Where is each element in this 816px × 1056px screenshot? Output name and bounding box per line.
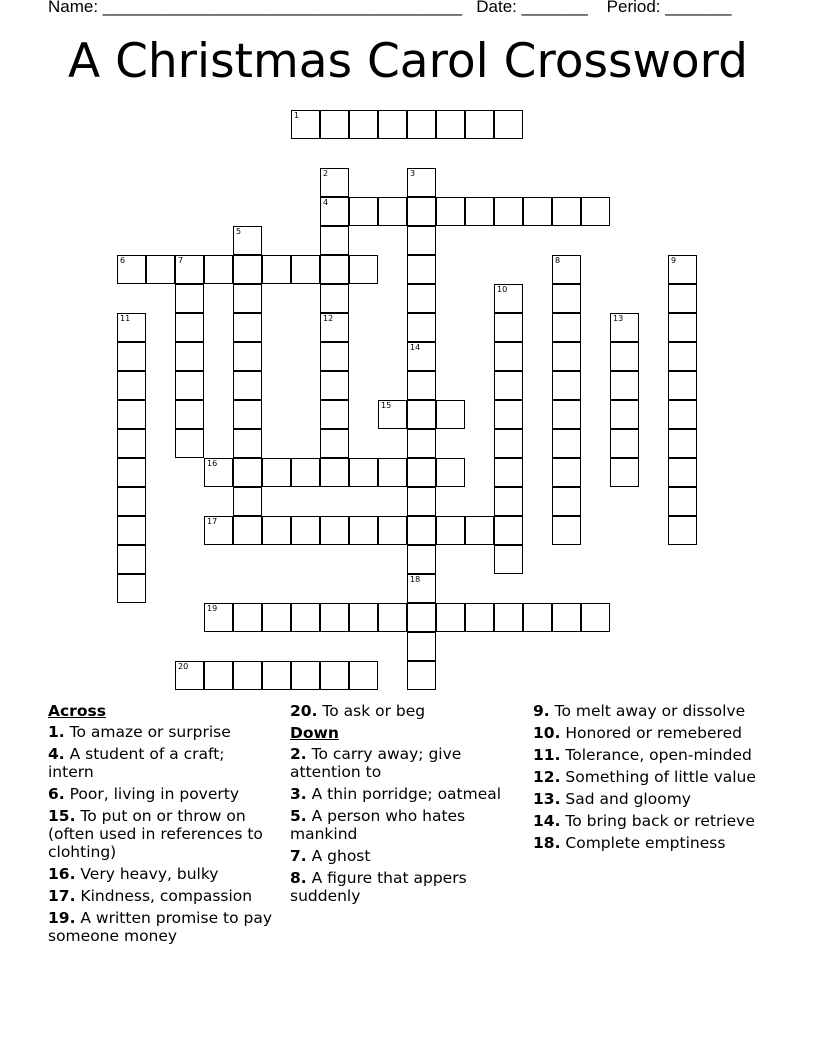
grid-cell[interactable]	[407, 342, 436, 371]
grid-cell[interactable]	[494, 313, 523, 342]
clue-number-label: 13	[613, 314, 624, 323]
grid-cell[interactable]	[262, 516, 291, 545]
grid-cell[interactable]	[233, 458, 262, 487]
clue-down-18: 18. Complete emptiness	[533, 834, 726, 852]
grid-cell[interactable]	[233, 661, 262, 690]
grid-cell[interactable]	[465, 197, 494, 226]
clue-down-9: 9. To melt away or dissolve	[533, 702, 746, 720]
grid-cell[interactable]	[494, 110, 523, 139]
grid-cell[interactable]	[610, 313, 639, 342]
grid-cell[interactable]	[523, 197, 552, 226]
grid-cell[interactable]	[233, 284, 262, 313]
grid-cell[interactable]	[407, 632, 436, 661]
grid-cell[interactable]	[117, 400, 146, 429]
clues-column-3	[533, 702, 773, 856]
grid-cell[interactable]	[349, 516, 378, 545]
grid-cell[interactable]	[407, 545, 436, 574]
grid-cell[interactable]	[494, 342, 523, 371]
clue-number-label: 2	[323, 169, 329, 178]
grid-cell[interactable]	[407, 197, 436, 226]
grid-cell[interactable]	[117, 487, 146, 516]
grid-cell[interactable]	[436, 400, 465, 429]
grid-cell[interactable]	[407, 661, 436, 690]
grid-cell[interactable]	[117, 545, 146, 574]
clue-down-13: 13. Sad and gloomy	[533, 790, 691, 808]
grid-cell[interactable]	[378, 110, 407, 139]
clue-down-10: 10. Honored or remebered	[533, 724, 742, 742]
grid-cell[interactable]	[175, 313, 204, 342]
grid-cell[interactable]	[668, 371, 697, 400]
grid-cell[interactable]	[204, 516, 233, 545]
grid-cell[interactable]	[349, 458, 378, 487]
grid-cell[interactable]	[320, 516, 349, 545]
grid-cell[interactable]	[233, 603, 262, 632]
clue-across-17: 17. Kindness, compassion	[48, 887, 253, 905]
grid-cell[interactable]	[552, 458, 581, 487]
grid-cell[interactable]	[581, 197, 610, 226]
grid-cell[interactable]	[175, 284, 204, 313]
grid-cell[interactable]	[552, 342, 581, 371]
grid-cell[interactable]	[436, 458, 465, 487]
clue-number-label: 4	[323, 198, 329, 207]
grid-cell[interactable]	[407, 255, 436, 284]
grid-cell[interactable]	[320, 197, 349, 226]
clue-down-14: 14. To bring back or retrieve	[533, 812, 755, 830]
grid-cell[interactable]	[668, 429, 697, 458]
grid-cell[interactable]	[552, 197, 581, 226]
grid-cell[interactable]	[117, 371, 146, 400]
clue-across-20: 20. To ask or beg	[290, 702, 426, 720]
grid-cell[interactable]	[552, 487, 581, 516]
grid-cell[interactable]	[233, 255, 262, 284]
grid-cell[interactable]	[291, 516, 320, 545]
clue-across-1: 1. To amaze or surprise	[48, 723, 231, 741]
grid-cell[interactable]	[291, 255, 320, 284]
grid-cell[interactable]	[465, 603, 494, 632]
grid-cell[interactable]	[494, 545, 523, 574]
clue-number-label: 5	[236, 227, 242, 236]
grid-cell[interactable]	[320, 661, 349, 690]
grid-cell[interactable]	[668, 255, 697, 284]
grid-cell[interactable]	[552, 313, 581, 342]
clue-number-label: 17	[207, 517, 218, 526]
grid-cell[interactable]	[494, 371, 523, 400]
clue-across-16: 16. Very heavy, bulky	[48, 865, 219, 883]
grid-cell[interactable]	[552, 371, 581, 400]
grid-cell[interactable]	[117, 342, 146, 371]
clue-down-8: 8. A figure that appers suddenly	[290, 869, 467, 905]
grid-cell[interactable]	[349, 603, 378, 632]
clue-number-label: 20	[178, 662, 189, 671]
grid-cell[interactable]	[175, 429, 204, 458]
grid-cell[interactable]	[262, 603, 291, 632]
grid-cell[interactable]	[407, 168, 436, 197]
grid-cell[interactable]	[494, 400, 523, 429]
grid-cell[interactable]	[668, 487, 697, 516]
grid-cell[interactable]	[581, 603, 610, 632]
grid-cell[interactable]	[494, 458, 523, 487]
grid-cell[interactable]	[320, 313, 349, 342]
grid-cell[interactable]	[233, 371, 262, 400]
grid-cell[interactable]	[494, 487, 523, 516]
grid-cell[interactable]	[320, 603, 349, 632]
grid-cell[interactable]	[436, 603, 465, 632]
grid-cell[interactable]	[465, 516, 494, 545]
grid-cell[interactable]	[320, 400, 349, 429]
grid-cell[interactable]	[668, 284, 697, 313]
grid-cell[interactable]	[233, 516, 262, 545]
clue-across-6: 6. Poor, living in poverty	[48, 785, 240, 803]
grid-cell[interactable]	[494, 197, 523, 226]
page-title: A Christmas Carol Crossword	[67, 34, 749, 89]
grid-cell[interactable]	[117, 429, 146, 458]
grid-cell[interactable]	[668, 342, 697, 371]
grid-cell[interactable]	[610, 429, 639, 458]
clue-number-label: 15	[381, 401, 392, 410]
grid-cell[interactable]	[552, 429, 581, 458]
grid-cell[interactable]	[407, 313, 436, 342]
grid-cell[interactable]	[494, 284, 523, 313]
clue-across-15: 15. To put on or throw on (often used in references to clohting)	[48, 807, 263, 861]
clues-column-2	[290, 702, 515, 909]
grid-cell[interactable]	[378, 458, 407, 487]
clue-down-11: 11. Tolerance, open-minded	[533, 746, 752, 764]
grid-cell[interactable]	[233, 226, 262, 255]
grid-cell[interactable]	[407, 110, 436, 139]
grid-cell[interactable]	[233, 313, 262, 342]
grid-cell[interactable]	[668, 458, 697, 487]
grid-cell[interactable]	[436, 110, 465, 139]
clue-down-12: 12. Something of little value	[533, 768, 756, 786]
clue-across-19: 19. A written promise to pay someone money	[48, 909, 273, 945]
grid-cell[interactable]	[465, 110, 494, 139]
grid-cell[interactable]	[349, 661, 378, 690]
grid-cell[interactable]	[233, 342, 262, 371]
grid-cell[interactable]	[552, 516, 581, 545]
clue-number-label: 11	[120, 314, 131, 323]
clue-number-label: 19	[207, 604, 218, 613]
clue-across-4: 4. A student of a craft; intern	[48, 745, 225, 781]
grid-cell[interactable]	[320, 226, 349, 255]
clue-down-3: 3. A thin porridge; oatmeal	[290, 785, 502, 803]
grid-cell[interactable]	[233, 400, 262, 429]
grid-cell[interactable]	[175, 255, 204, 284]
grid-cell[interactable]	[552, 284, 581, 313]
clue-number-label: 8	[555, 256, 561, 265]
grid-cell[interactable]	[349, 110, 378, 139]
grid-cell[interactable]	[436, 516, 465, 545]
grid-cell[interactable]	[291, 458, 320, 487]
grid-cell[interactable]	[610, 342, 639, 371]
grid-cell[interactable]	[610, 371, 639, 400]
grid-cell[interactable]	[175, 371, 204, 400]
clue-number-label: 9	[671, 256, 677, 265]
grid-cell[interactable]	[407, 603, 436, 632]
grid-cell[interactable]	[552, 400, 581, 429]
grid-cell[interactable]	[407, 400, 436, 429]
grid-cell[interactable]	[378, 197, 407, 226]
grid-cell[interactable]	[668, 400, 697, 429]
clue-number-label: 16	[207, 459, 218, 468]
grid-cell[interactable]	[407, 284, 436, 313]
grid-cell[interactable]	[117, 313, 146, 342]
grid-cell[interactable]	[320, 458, 349, 487]
name-date-period-line: Name: ______________________________________ Date: _______ Period: _______	[48, 0, 732, 16]
clue-number-label: 6	[120, 256, 126, 265]
clues-column-1	[48, 702, 273, 949]
grid-cell[interactable]	[117, 458, 146, 487]
grid-cell[interactable]	[494, 603, 523, 632]
clue-down-5: 5. A person who hates mankind	[290, 807, 466, 843]
clue-number-label: 7	[178, 256, 184, 265]
grid-cell[interactable]	[262, 458, 291, 487]
clue-number-label: 3	[410, 169, 416, 178]
grid-cell[interactable]	[291, 603, 320, 632]
grid-cell[interactable]	[378, 400, 407, 429]
grid-cell[interactable]	[204, 603, 233, 632]
grid-cell[interactable]	[320, 429, 349, 458]
grid-cell[interactable]	[436, 197, 465, 226]
grid-cell[interactable]	[407, 226, 436, 255]
grid-cell[interactable]	[494, 516, 523, 545]
grid-cell[interactable]	[378, 516, 407, 545]
clue-number-label: 10	[497, 285, 508, 294]
clue-number-label: 12	[323, 314, 334, 323]
grid-cell[interactable]	[291, 661, 320, 690]
grid-cell[interactable]	[291, 110, 320, 139]
clue-number-label: 14	[410, 343, 421, 352]
grid-cell[interactable]	[610, 400, 639, 429]
grid-cell[interactable]	[552, 603, 581, 632]
grid-cell[interactable]	[523, 603, 552, 632]
grid-cell[interactable]	[204, 255, 233, 284]
grid-cell[interactable]	[407, 574, 436, 603]
grid-cell[interactable]	[610, 458, 639, 487]
clue-number-label: 18	[410, 575, 421, 584]
grid-cell[interactable]	[407, 487, 436, 516]
grid-cell[interactable]	[262, 255, 291, 284]
grid-cell[interactable]	[407, 458, 436, 487]
grid-cell[interactable]	[494, 429, 523, 458]
grid-cell[interactable]	[233, 487, 262, 516]
across-heading: Across	[48, 702, 106, 720]
grid-cell[interactable]	[175, 661, 204, 690]
clue-down-7: 7. A ghost	[290, 847, 371, 865]
grid-cell[interactable]	[320, 342, 349, 371]
grid-cell[interactable]	[117, 516, 146, 545]
clue-down-2: 2. To carry away; give attention to	[290, 745, 462, 781]
grid-cell[interactable]	[117, 255, 146, 284]
grid-cell[interactable]	[175, 400, 204, 429]
grid-cell[interactable]	[349, 197, 378, 226]
grid-cell[interactable]	[204, 458, 233, 487]
grid-cell[interactable]	[320, 255, 349, 284]
grid-cell[interactable]	[175, 342, 204, 371]
grid-cell[interactable]	[668, 516, 697, 545]
grid-cell[interactable]	[378, 603, 407, 632]
grid-cell[interactable]	[552, 255, 581, 284]
grid-cell[interactable]	[668, 313, 697, 342]
grid-cell[interactable]	[320, 284, 349, 313]
grid-cell[interactable]	[349, 255, 378, 284]
grid-cell[interactable]	[204, 661, 233, 690]
grid-cell[interactable]	[407, 371, 436, 400]
grid-cell[interactable]	[320, 110, 349, 139]
grid-cell[interactable]	[320, 168, 349, 197]
grid-cell[interactable]	[233, 429, 262, 458]
grid-cell[interactable]	[146, 255, 175, 284]
grid-cell[interactable]	[407, 516, 436, 545]
grid-cell[interactable]	[117, 574, 146, 603]
grid-cell[interactable]	[320, 371, 349, 400]
grid-cell[interactable]	[262, 661, 291, 690]
down-heading: Down	[290, 724, 339, 742]
grid-cell[interactable]	[407, 429, 436, 458]
clue-number-label: 1	[294, 111, 300, 120]
